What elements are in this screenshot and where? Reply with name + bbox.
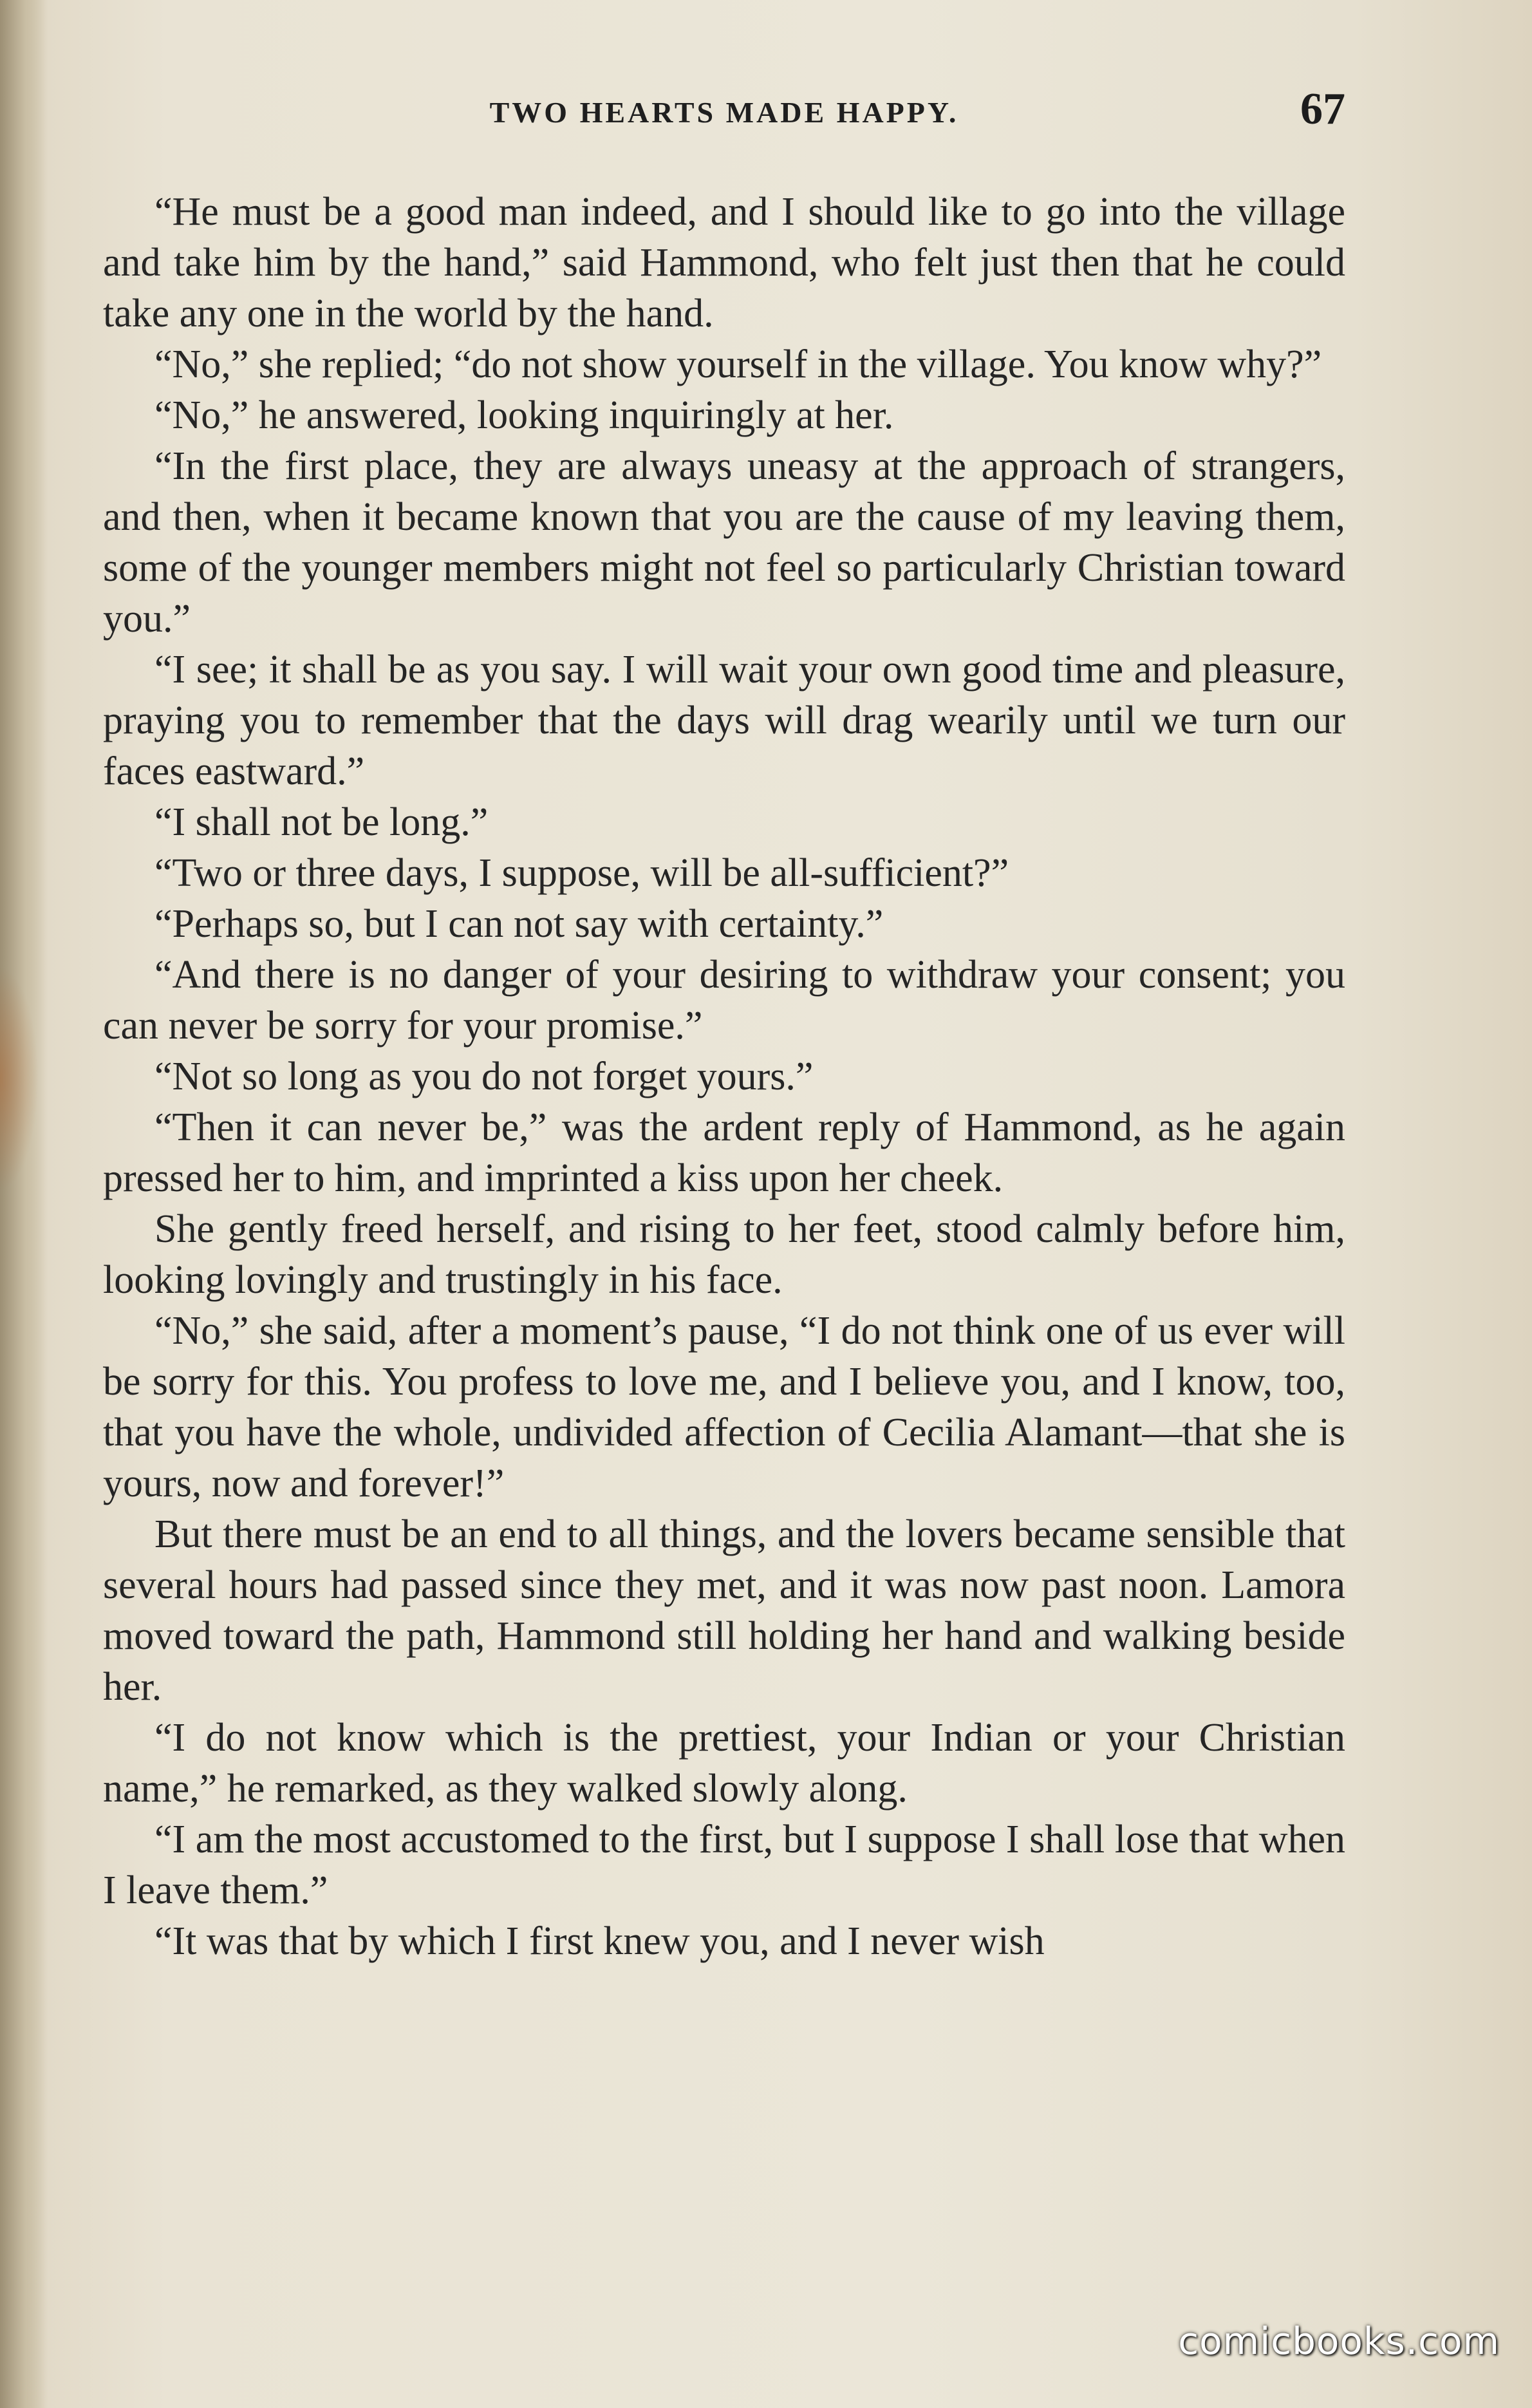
paragraph: “In the first place, they are always uneasy at the approach of strangers, and then, when it became known that you are the cause of my leaving them, some of the younger members might not feel so particularly Christian toward you.” bbox=[103, 444, 1345, 641]
paragraph: “No,” she replied; “do not show yourself in the village. You know why?” bbox=[154, 343, 1322, 386]
body-text bbox=[103, 187, 1345, 1967]
paper-stain bbox=[0, 966, 39, 1191]
paragraph: “I do not know which is the prettiest, your Indian or your Christian name,” he remarked, as they walked slowly along. bbox=[103, 1716, 1345, 1811]
paragraph: “No,” she said, after a moment’s pause, “I do not think one of us ever will be sorry for this. You profess to love me, and I believe you, and I know, too, that you have the whole, undivided affection of Cecilia Alamant—that she is yours, now and forever!” bbox=[103, 1309, 1345, 1505]
paragraph: “I see; it shall be as you say. I will wait your own good time and pleasure, praying you to remember that the days will drag wearily until we turn our faces eastward.” bbox=[103, 648, 1345, 793]
paragraph: “I am the most accustomed to the first, but I suppose I shall lose that when I leave them.” bbox=[103, 1818, 1345, 1912]
paragraph: “Not so long as you do not forget yours.” bbox=[154, 1055, 814, 1098]
page-number: 67 bbox=[1300, 84, 1345, 134]
paragraph: “No,” he answered, looking inquiringly at her. bbox=[154, 393, 894, 437]
paragraph: But there must be an end to all things, and the lovers became sensible that several hours had passed since they met, and it was now past noon. Lamora moved toward the path, Hammond still holding her hand and walking beside her. bbox=[103, 1512, 1345, 1709]
paragraph: “And there is no danger of your desiring to withdraw your consent; you can never be sorry for your promise.” bbox=[103, 953, 1345, 1048]
paragraph: “It was that by which I first knew you, and I never wish bbox=[154, 1919, 1045, 1963]
paragraph: “Then it can never be,” was the ardent reply of Hammond, as he again pressed her to him, and imprinted a kiss upon her cheek. bbox=[103, 1105, 1345, 1200]
paragraph: “I shall not be long.” bbox=[154, 800, 489, 844]
running-title: TWO HEARTS MADE HAPPY. bbox=[489, 96, 959, 129]
paragraph: “Two or three days, I suppose, will be all-sufficient?” bbox=[154, 851, 1009, 895]
watermark: comicbooks.com bbox=[1178, 2319, 1500, 2363]
page-gutter-shadow bbox=[0, 0, 48, 2408]
paragraph: “Perhaps so, but I can not say with certainty.” bbox=[154, 902, 884, 946]
paragraph: She gently freed herself, and rising to her feet, stood calmly before him, looking lovingly and trustingly in his face. bbox=[103, 1207, 1345, 1302]
running-head bbox=[103, 84, 1345, 142]
paragraph: “He must be a good man indeed, and I should like to go into the village and take him by the hand,” said Hammond, who felt just then that he could take any one in the world by the hand. bbox=[103, 190, 1345, 335]
